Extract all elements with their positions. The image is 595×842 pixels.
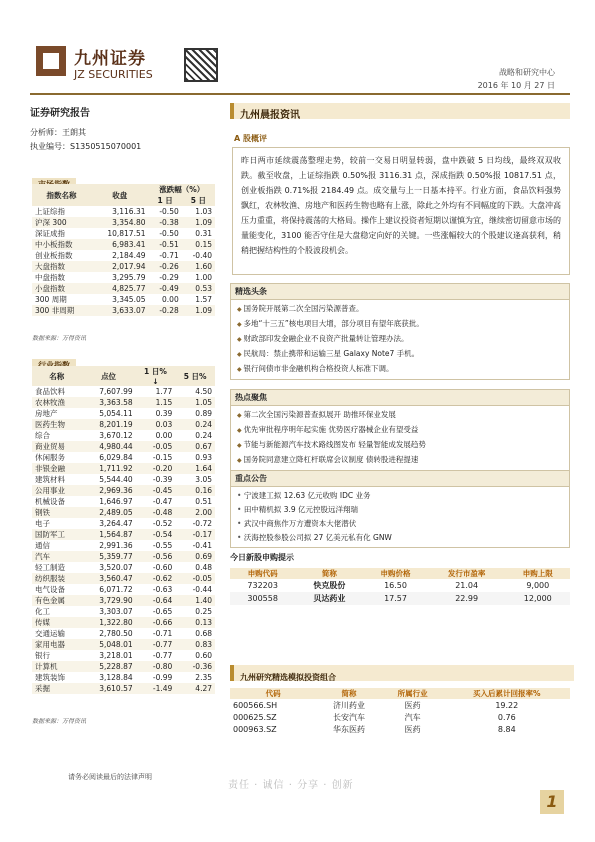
a-share-review-tag: A 股概评 [234, 134, 267, 143]
index-name-cell: 沪深 300 [32, 217, 91, 228]
list-item: ◆ 多地“十三五”核电项目大增，部分项目有望年底获批。 [237, 317, 563, 332]
table-row [230, 699, 570, 711]
industry-level-cell: 5,359.77 [81, 551, 135, 562]
industry-1d-cell: -0.65 [152, 607, 173, 616]
company-logo [36, 40, 184, 92]
portfolio-title: 九州研究精选模拟投资组合 [240, 673, 336, 682]
list-item: • 沃海控股参股公司拟 27 亿美元私有化 GNW [237, 531, 563, 545]
industry-level-cell: 6,029.84 [99, 453, 133, 462]
list-item: ◆ 银行间债市非金融机构合格投资人标准下调。 [237, 362, 563, 377]
table-row [32, 518, 215, 529]
industry-level-cell: 5,048.01 [81, 639, 135, 650]
ipo-limit-cell: 12,000 [506, 592, 570, 605]
industry-name-cell: 计算机 [32, 661, 81, 672]
change-1d-cell: -0.38 [149, 217, 182, 228]
col-close: 收盘 [91, 184, 149, 206]
news-title-bar [230, 103, 570, 119]
industry-5d-cell: 0.24 [175, 419, 215, 430]
industry-level-cell: 3,363.58 [81, 397, 135, 408]
table-row [32, 595, 215, 606]
industry-5d-cell: 0.48 [195, 563, 212, 572]
industry-5d-cell: -0.72 [192, 519, 212, 528]
license-number: 执业编号：S1350515070001 [30, 142, 142, 151]
industry-level-cell: 6,071.72 [99, 585, 133, 594]
table-row [32, 294, 215, 305]
index-name-cell: 中小板指数 [32, 239, 91, 250]
close-cell: 2,184.49 [112, 251, 146, 260]
industry-1d-cell: -0.77 [136, 639, 176, 650]
industry-5d-cell: 0.24 [195, 431, 212, 440]
industry-1d-cell: -0.05 [136, 441, 176, 452]
industry-index-table [32, 366, 215, 694]
ipo-name-cell: 贝达药业 [295, 592, 363, 605]
market-index-table [32, 184, 215, 316]
industry-5d-cell: 2.35 [195, 673, 212, 682]
industry-1d-cell: -0.20 [136, 463, 176, 474]
table-row [230, 723, 570, 735]
industry-name-cell: 非银金融 [32, 463, 81, 474]
close-cell: 3,116.31 [112, 207, 146, 216]
change-1d-cell: -0.50 [159, 207, 179, 216]
logo-en-text: JZ SECURITIES [74, 68, 153, 81]
industry-name-cell: 传媒 [32, 617, 81, 628]
col-industry-5d: 5 日% [175, 366, 215, 386]
industry-5d-cell: 0.51 [195, 497, 212, 506]
table-row [32, 441, 215, 452]
industry-5d-cell: -0.41 [192, 541, 212, 550]
table-row [32, 507, 215, 518]
col-ipo-pe: 发行市盈率 [428, 568, 506, 579]
change-5d-cell: -0.40 [192, 251, 212, 260]
port-industry-cell: 医药 [404, 724, 421, 734]
industry-name-cell: 汽车 [32, 551, 81, 562]
industry-5d-cell: 0.67 [175, 441, 215, 452]
industry-name-cell: 建筑材料 [35, 475, 65, 484]
industry-level-cell: 3,218.01 [99, 651, 133, 660]
industry-1d-cell: 1.77 [155, 387, 173, 396]
change-1d-cell: -0.71 [159, 251, 179, 260]
industry-name-cell: 公用事业 [32, 485, 81, 496]
industry-1d-cell: -0.71 [152, 629, 173, 638]
port-industry-cell: 医药 [404, 700, 421, 710]
col-index-name: 指数名称 [32, 184, 91, 206]
industry-name-cell: 轻工制造 [35, 563, 65, 572]
industry-1d-cell: -0.47 [152, 497, 173, 506]
table-row [32, 485, 215, 496]
table-row [32, 419, 215, 430]
industry-level-cell: 1,322.80 [81, 617, 135, 628]
industry-name-cell: 纺织服装 [32, 573, 81, 584]
table-row [32, 562, 215, 573]
port-name-cell: 华东医药 [332, 724, 365, 734]
industry-1d-cell: -0.39 [152, 475, 173, 484]
industry-5d-cell: -0.44 [192, 585, 212, 594]
industry-5d-cell: 1.40 [175, 595, 215, 606]
index-name-cell: 中盘指数 [35, 273, 65, 282]
industry-level-cell: 7,607.99 [99, 387, 133, 396]
footer-slogan: 责任 · 诚信 · 分享 · 创新 [228, 780, 354, 791]
industry-level-cell: 3,560.47 [81, 573, 135, 584]
industry-name-cell: 家用电器 [32, 639, 81, 650]
industry-1d-cell: 1.15 [136, 397, 176, 408]
industry-name-cell: 房地产 [35, 409, 58, 418]
col-change: 涨跌幅（%） [149, 184, 216, 195]
close-cell: 6,983.41 [91, 239, 149, 250]
industry-name-cell: 银行 [35, 651, 50, 660]
table-row [32, 272, 215, 283]
industry-5d-cell: 0.93 [195, 453, 212, 462]
industry-name-cell: 化工 [35, 607, 50, 616]
index-name-cell: 深证成指 [35, 229, 65, 238]
industry-1d-cell: -0.55 [152, 541, 173, 550]
table-row [32, 628, 215, 639]
table-row [32, 239, 215, 250]
change-1d-cell: -0.28 [149, 305, 182, 316]
close-cell: 10,817.51 [107, 229, 146, 238]
analyst-name: 分析师：王朗其 [30, 128, 86, 137]
list-item: ◆ 民航局：禁止携带和运输三星 Galaxy Note7 手机。 [237, 347, 563, 362]
industry-1d-cell: -0.56 [136, 551, 176, 562]
col-port-name: 简称 [316, 688, 381, 699]
industry-level-cell: 2,780.50 [99, 629, 133, 638]
port-name-cell: 长安汽车 [332, 712, 365, 722]
industry-5d-cell: 0.68 [195, 629, 212, 638]
industry-name-cell: 农林牧渔 [32, 397, 81, 408]
department-label: 战略和研究中心 [499, 68, 555, 77]
industry-1d-cell: -0.64 [136, 595, 176, 606]
table-row [230, 592, 570, 605]
portfolio-title-bar [230, 665, 574, 681]
change-1d-cell: -0.29 [159, 273, 179, 282]
industry-name-cell: 有色金属 [32, 595, 81, 606]
col-industry-name: 名称 [32, 366, 81, 386]
table-row [32, 639, 215, 650]
industry-1d-cell: -0.62 [136, 573, 176, 584]
industry-1d-cell: -0.45 [136, 485, 176, 496]
qr-code-icon [184, 48, 218, 82]
industry-level-cell: 3,670.12 [99, 431, 133, 440]
col-port-industry: 所属行业 [382, 688, 444, 699]
list-item: ◆ 第二次全国污染源普查拟展开 助推环保业发展 [237, 408, 563, 423]
table-row [32, 408, 215, 419]
hot-topics-list [230, 406, 570, 471]
table-row [32, 606, 215, 617]
ipo-table [230, 568, 570, 605]
industry-5d-cell: -0.17 [175, 529, 215, 540]
industry-1d-cell: 0.03 [136, 419, 176, 430]
table-row [32, 474, 215, 485]
table-row [32, 650, 215, 661]
industry-level-cell: 3,264.47 [99, 519, 133, 528]
headlines-box [230, 283, 570, 380]
report-date: 2016 年 10 月 27 日 [477, 81, 555, 90]
industry-level-cell: 1,646.97 [99, 497, 133, 506]
industry-name-cell: 商业贸易 [32, 441, 81, 452]
industry-5d-cell: 0.16 [175, 485, 215, 496]
change-1d-cell: 0.00 [162, 295, 179, 304]
header-divider [30, 93, 570, 95]
change-5d-cell: 1.03 [195, 207, 212, 216]
table-row [230, 579, 570, 592]
ipo-pe-cell: 22.99 [428, 592, 506, 605]
close-cell: 2,017.94 [91, 261, 149, 272]
industry-level-cell: 1,711.92 [81, 463, 135, 474]
industry-level-cell: 8,201.19 [81, 419, 135, 430]
list-item: ◆ 优先审批程序明年起实施 优势医疗器械企业有望受益 [237, 423, 563, 438]
change-1d-cell: -0.49 [149, 283, 182, 294]
table-row [32, 617, 215, 628]
table-row [32, 386, 215, 397]
col-port-return: 买入后累计回报率% [444, 688, 570, 699]
announcements-title: 重点公告 [230, 470, 570, 487]
list-item: ◆ 财政部印发金融企业不良资产批量转让管理办法。 [237, 332, 563, 347]
industry-level-cell: 3,520.07 [99, 563, 133, 572]
industry-name-cell: 电气设备 [35, 585, 65, 594]
industry-1d-cell: -1.49 [136, 683, 176, 694]
legal-disclaimer-note: 请务必阅读最后的法律声明 [68, 773, 152, 781]
change-5d-cell: 0.15 [182, 239, 215, 250]
industry-1d-cell: -0.80 [136, 661, 176, 672]
market-review-paragraph: 昨日两市延续震荡整理走势，较前一交易日明显转弱，盘中跌破 5 日均线，最终双双收跌。截至收盘，上证综指跌 0.50%报 3116.31 点，深成指跌 0.50%报 10817.51 点，创业板指跌 0.71%报 2184.49 点。成交量与上一日基本持平。行业方面，食品饮料强势飘红，农林牧渔、房地产和医药生物也略有上涨，除此之外均有不同幅度的下跌。大盘冲高压力重重，将保持震荡的大格局。操作上建议投资者短期以谨慎为宜，继续密切留意市场的量能变化，3100 能否守住是大盘稳定向好的关键。一些涨幅较大的个股建议逢高获利，稍稍把握结构性的个股波段机会。 [232, 147, 570, 275]
industry-name-cell: 机械设备 [35, 497, 65, 506]
industry-level-cell: 5,054.11 [99, 409, 133, 418]
col-ipo-price: 申购价格 [363, 568, 427, 579]
industry-1d-cell: -0.99 [152, 673, 173, 682]
index-name-cell: 创业板指数 [35, 251, 73, 260]
table-row [32, 573, 215, 584]
port-return-cell: 19.22 [495, 700, 519, 710]
col-1d-label: 1 日% [144, 367, 167, 376]
industry-5d-cell: 3.05 [195, 475, 212, 484]
industry-1d-cell: -0.63 [152, 585, 173, 594]
news-title: 九州晨报资讯 [240, 110, 300, 121]
ipo-limit-cell: 9,000 [526, 581, 550, 590]
change-5d-cell: 1.09 [182, 305, 215, 316]
page-number: 1 [540, 790, 564, 814]
table-row [32, 529, 215, 540]
ipo-pe-cell: 21.04 [455, 581, 479, 590]
industry-level-cell: 2,489.05 [81, 507, 135, 518]
close-cell: 3,354.80 [91, 217, 149, 228]
col-industry-level: 点位 [81, 366, 135, 386]
list-item: ◆ 国务院开展第二次全国污染源普查。 [237, 302, 563, 317]
table-row [32, 452, 215, 463]
port-return-cell: 0.76 [497, 712, 516, 722]
change-1d-cell: -0.51 [149, 239, 182, 250]
industry-name-cell: 交通运输 [35, 629, 65, 638]
col-ipo-code: 申购代码 [230, 568, 295, 579]
industry-level-cell: 3,303.07 [99, 607, 133, 616]
list-item: • 田中精机拟 3.9 亿元控股远洋翔瑞 [237, 503, 563, 517]
change-5d-cell: 1.60 [182, 261, 215, 272]
table-row [32, 584, 215, 595]
industry-level-cell: 2,991.36 [99, 541, 133, 550]
change-5d-cell: 1.57 [195, 295, 212, 304]
ipo-price-cell: 16.50 [384, 581, 407, 590]
change-1d-cell: -0.26 [149, 261, 182, 272]
hot-topics-box [230, 389, 570, 471]
col-port-code: 代码 [230, 688, 316, 699]
table-row [32, 206, 215, 217]
industry-5d-cell: 0.13 [175, 617, 215, 628]
change-5d-cell: 0.53 [182, 283, 215, 294]
industry-5d-cell: 4.27 [175, 683, 215, 694]
list-item: ◆ 节能与新能源汽车技术路线图发布 轻量智能成发展趋势 [237, 438, 563, 453]
table-row [32, 397, 215, 408]
col-ipo-name: 简称 [295, 568, 363, 579]
industry-level-cell: 5,544.40 [99, 475, 133, 484]
port-code-cell: 600566.SH [233, 700, 278, 710]
market-source-note: 数据来源：万得资讯 [32, 335, 87, 342]
change-5d-cell: 1.09 [182, 217, 215, 228]
industry-5d-cell: 4.50 [195, 387, 212, 396]
table-row [32, 551, 215, 562]
industry-5d-cell: -0.05 [175, 573, 215, 584]
industry-5d-cell: -0.36 [175, 661, 215, 672]
col-1d: 1 日 [149, 195, 182, 206]
industry-name-cell: 钢铁 [32, 507, 81, 518]
industry-name-cell: 医药生物 [32, 419, 81, 430]
portfolio-table [230, 688, 570, 735]
table-row [32, 496, 215, 507]
table-row [32, 228, 215, 239]
logo-cn-text: 九州证券 [74, 49, 146, 69]
announcements-box [230, 470, 570, 548]
port-industry-cell: 汽车 [404, 712, 421, 722]
table-row [32, 283, 215, 294]
headlines-title: 精选头条 [230, 283, 570, 300]
table-row [32, 683, 215, 694]
ipo-code-cell: 732203 [247, 581, 278, 590]
hot-topics-title: 热点聚焦 [230, 389, 570, 406]
change-5d-cell: 1.00 [195, 273, 212, 282]
industry-source-note: 数据来源：万得资讯 [32, 718, 87, 725]
industry-name-cell: 建筑装饰 [35, 673, 65, 682]
industry-name-cell: 国防军工 [32, 529, 81, 540]
port-return-cell: 8.84 [497, 724, 516, 734]
col-ipo-limit: 申购上限 [506, 568, 570, 579]
table-row [32, 661, 215, 672]
industry-1d-cell: -0.52 [152, 519, 173, 528]
industry-1d-cell: -0.60 [152, 563, 173, 572]
industry-name-cell: 食品饮料 [35, 387, 65, 396]
industry-level-cell: 4,980.44 [81, 441, 135, 452]
table-row [32, 672, 215, 683]
ipo-name-cell: 快克股份 [313, 581, 346, 590]
ipo-price-cell: 17.57 [363, 592, 427, 605]
industry-5d-cell: 1.05 [175, 397, 215, 408]
sort-arrow-icon: ↓ [152, 377, 159, 386]
ipo-title: 今日新股申购提示 [230, 553, 294, 562]
change-5d-cell: 0.31 [195, 229, 212, 238]
table-row [32, 430, 215, 441]
list-item: • 宁波建工拟 12.63 亿元收购 IDC 业务 [237, 489, 563, 503]
industry-name-cell: 采掘 [32, 683, 81, 694]
industry-level-cell: 1,564.87 [81, 529, 135, 540]
table-row [32, 261, 215, 272]
change-1d-cell: -0.50 [159, 229, 179, 238]
industry-level-cell: 2,969.36 [81, 485, 135, 496]
announcements-list [230, 487, 570, 548]
close-cell: 4,825.77 [91, 283, 149, 294]
industry-1d-cell: 0.00 [155, 431, 173, 440]
col-industry-1d[interactable] [136, 366, 176, 386]
table-row [32, 540, 215, 551]
industry-1d-cell: -0.66 [136, 617, 176, 628]
industry-level-cell: 3,128.84 [99, 673, 133, 682]
industry-5d-cell: 2.00 [175, 507, 215, 518]
industry-1d-cell: -0.15 [152, 453, 173, 462]
report-type-title: 证券研究报告 [30, 108, 90, 119]
list-item: ◆ 国务院同意建立降杠杆联席会议制度 债转股进程提速 [237, 453, 563, 468]
ipo-code-cell: 300558 [230, 592, 295, 605]
col-5d: 5 日 [182, 195, 215, 206]
port-code-cell: 000963.SZ [233, 724, 277, 734]
industry-1d-cell: -0.48 [136, 507, 176, 518]
table-row [32, 305, 215, 316]
industry-name-cell: 休闲服务 [35, 453, 65, 462]
index-name-cell: 上证综指 [35, 207, 65, 216]
industry-1d-cell: -0.54 [136, 529, 176, 540]
industry-level-cell: 3,729.90 [81, 595, 135, 606]
headlines-list [230, 300, 570, 380]
industry-5d-cell: 1.64 [175, 463, 215, 474]
index-name-cell: 小盘指数 [32, 283, 91, 294]
industry-1d-cell: -0.77 [152, 651, 173, 660]
port-name-cell: 济川药业 [332, 700, 365, 710]
industry-1d-cell: 0.39 [155, 409, 173, 418]
industry-5d-cell: 0.69 [175, 551, 215, 562]
table-row [32, 250, 215, 261]
logo-mark-icon [36, 46, 66, 76]
industry-5d-cell: 0.25 [195, 607, 212, 616]
index-name-cell: 300 非周期 [32, 305, 91, 316]
industry-level-cell: 3,610.57 [81, 683, 135, 694]
close-cell: 3,295.79 [112, 273, 146, 282]
list-item: • 武汉中商焦作万方遭资本大佬潜伏 [237, 517, 563, 531]
industry-name-cell: 通信 [35, 541, 50, 550]
industry-5d-cell: 0.60 [195, 651, 212, 660]
index-name-cell: 大盘指数 [32, 261, 91, 272]
industry-5d-cell: 0.83 [175, 639, 215, 650]
industry-name-cell: 电子 [35, 519, 50, 528]
table-row [32, 463, 215, 474]
industry-name-cell: 综合 [35, 431, 50, 440]
table-row [32, 217, 215, 228]
table-row [230, 711, 570, 723]
index-name-cell: 300 周期 [35, 295, 67, 304]
close-cell: 3,345.05 [112, 295, 146, 304]
port-code-cell: 000625.SZ [233, 712, 277, 722]
close-cell: 3,633.07 [91, 305, 149, 316]
industry-5d-cell: 0.89 [195, 409, 212, 418]
industry-level-cell: 5,228.87 [81, 661, 135, 672]
